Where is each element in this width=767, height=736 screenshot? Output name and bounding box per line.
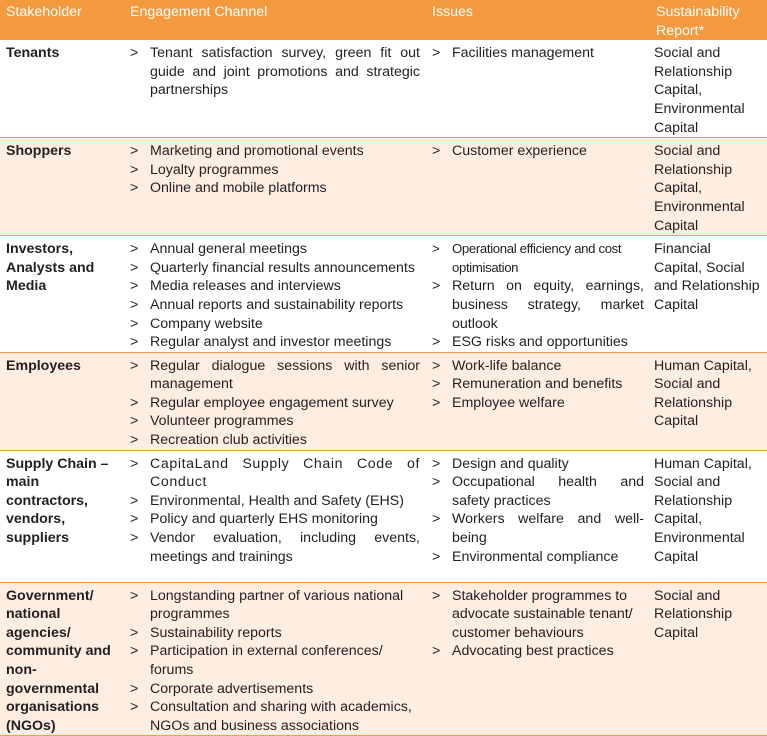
table-row [0,352,767,450]
list-item: > Work-life balance [432,357,562,374]
stakeholder-cell: Government/ national agencies/ community and non-governmental organisations (NGOs) [0,582,124,736]
list-item: > Recreation club activities [130,432,307,449]
list-item: > Customer experience [432,143,587,160]
channel-cell [124,40,426,137]
report-cell: Human Capital, Social and Relationship Capital, Environmental Capital [650,450,767,582]
list-item: > Consultation and sharing with academics, NGOs and business associations [130,699,412,734]
list-item: > Media releases and interviews [130,278,341,295]
list-item: > Facilities management [432,45,594,62]
report-cell: Social and Relationship Capital, Environmental Capital [650,138,767,236]
list-item: > Company website [130,315,263,332]
issues-cell [426,450,650,582]
list-item: > Loyalty programmes [130,161,279,178]
list-item: > Environmental compliance [432,548,619,565]
table-row [0,138,767,236]
issues-cell [426,352,650,450]
channel-cell [124,138,426,236]
header-engagement-channel: Engagement Channel [124,0,426,40]
list-item: > Volunteer programmes [130,413,294,430]
list-item: > Quarterly financial results announcements [130,259,415,276]
list-item: > Annual reports and sustainability reports [130,296,404,313]
list-item: > Corporate advertisements [130,680,314,697]
list-item: > Environmental, Health and Safety (EHS) [130,492,404,509]
stakeholder-cell: Supply Chain – main contractors, vendors, suppliers [0,450,124,582]
table-row [0,40,767,137]
channel-cell [124,236,426,353]
issues-cell [426,582,650,736]
table-row [0,582,767,736]
report-cell: Financial Capital, Social and Relationship Capital [650,236,767,353]
list-item: > Tenant satisfaction survey, green fit out guide and joint promotions and strategic partnerships [130,45,420,99]
list-item: > Regular dialogue sessions with senior management [130,357,420,393]
stakeholder-cell: Shoppers [0,138,124,236]
list-item: > Stakeholder programmes to advocate sustainable tenant/ customer behaviours [432,587,633,641]
table-row [0,236,767,353]
header-issues: Issues [426,0,650,40]
header-sustainability-report: Sustainability Report* [650,0,767,40]
list-item: > Longstanding partner of various national programmes [130,587,404,623]
list-item: > Return on equity, earnings, business strategy, market outlook [432,278,644,332]
channel-cell [124,450,426,582]
list-item: > Employee welfare [432,394,565,411]
stakeholder-cell: Investors, Analysts and Media [0,236,124,353]
list-item: > Workers welfare and well-being [432,511,644,547]
channel-cell [124,582,426,736]
list-item: > Sustainability reports [130,624,282,641]
list-item: > Vendor evaluation, including events, meetings and trainings [130,530,420,565]
list-item: > Policy and quarterly EHS monitoring [130,511,378,528]
issues-cell [426,236,650,353]
list-item: > Remuneration and benefits [432,376,623,393]
report-cell: Social and Relationship Capital [650,582,767,736]
list-item: > Regular employee engagement survey [130,394,394,411]
list-item: > Annual general meetings [130,241,307,258]
list-item: > Design and quality [432,455,569,472]
list-item: > Advocating best practices [432,643,614,660]
channel-cell [124,352,426,450]
table-header-row [0,0,767,40]
list-item: > Regular analyst and investor meetings [130,334,392,351]
issues-cell [426,138,650,236]
report-cell: Social and Relationship Capital, Environmental Capital [650,40,767,137]
stakeholder-cell: Employees [0,352,124,450]
list-item: > ESG risks and opportunities [432,334,628,351]
list-item: > Participation in external conferences/ forums [130,643,383,679]
report-cell: Human Capital, Social and Relationship Capital [650,352,767,450]
issues-cell [426,40,650,137]
list-item: > CapitaLand Supply Chain Code of Conduct [130,455,420,491]
list-item: > Marketing and promotional events [130,143,364,160]
list-item: > Operational efficiency and cost optimisation [432,241,622,275]
stakeholder-cell: Tenants [0,40,124,137]
header-stakeholder: Stakeholder [0,0,124,40]
list-item: > Online and mobile platforms [130,180,327,197]
list-item: > Occupational health and safety practices [432,474,644,509]
table-row [0,450,767,582]
